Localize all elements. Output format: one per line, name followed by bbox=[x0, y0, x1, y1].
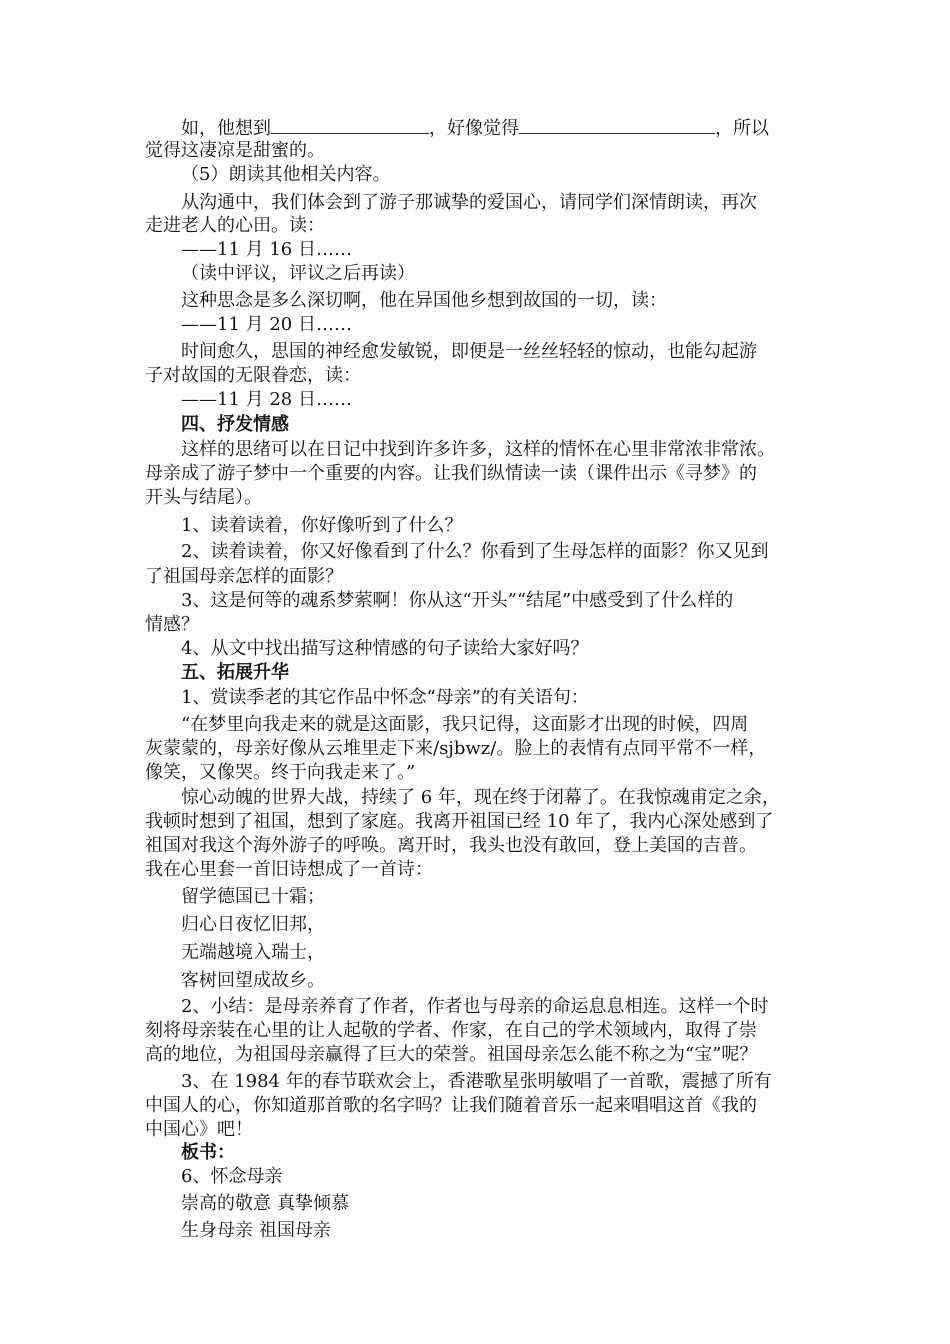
paragraph-line: 中国心》吧！ bbox=[145, 1119, 253, 1140]
text-segment: ，所以 bbox=[715, 118, 769, 139]
paragraph-line: 2、小结：是母亲养育了作者，作者也与母亲的命运息息相连。这样一个时 bbox=[181, 996, 769, 1017]
paragraph-line: 从沟通中，我们体会到了游子那诚挚的爱国心，请同学们深情朗读，再次 bbox=[181, 192, 757, 213]
paragraph-line: 2、读着读着，你又好像看到了什么？你看到了生母怎样的面影？你又见到 bbox=[181, 541, 769, 562]
poem-line: 留学德国已十霜； bbox=[181, 886, 325, 907]
paragraph-line: ——11 月 20 日…… bbox=[181, 314, 352, 335]
blackboard-item: 祖国母亲 bbox=[259, 1220, 331, 1241]
blackboard-heading: 板书： bbox=[181, 1142, 235, 1163]
paragraph-line: 刻将母亲装在心里的让人起敬的学者、作家，在自己的学术领域内，取得了崇 bbox=[145, 1020, 757, 1041]
poem-line: 无端越境入瑞士， bbox=[181, 942, 325, 963]
blackboard-row bbox=[181, 1220, 331, 1242]
blackboard-item: 真挚倾慕 bbox=[277, 1193, 349, 1214]
paragraph-line: 中国人的心，你知道那首歌的名字吗？让我们随着音乐一起来唱唱这首《我的 bbox=[145, 1095, 757, 1116]
paragraph-line: （读中评议，评议之后再读） bbox=[181, 263, 415, 284]
paragraph-line: 4、从文中找出描写这种情感的句子读给大家好吗？ bbox=[181, 638, 589, 659]
paragraph-line: 觉得这凄凉是甜蜜的。 bbox=[145, 140, 325, 161]
answer-blank-1[interactable] bbox=[271, 117, 429, 134]
section-heading-5: 五、拓展升华 bbox=[181, 662, 289, 683]
paragraph-line: 走进老人的心田。读： bbox=[145, 215, 325, 236]
paragraph-line: ——11 月 16 日…… bbox=[181, 239, 352, 260]
paragraph-line: 祖国对我这个海外游子的呼唤。离开时，我头也没有敢回，登上美国的吉普。 bbox=[145, 835, 757, 856]
quote-line: 灰蒙蒙的，母亲好像从云堆里走下来/sjbwz/。脸上的表情有点同平常不一样， bbox=[145, 738, 767, 759]
paragraph-line: 我顿时想到了祖国，想到了家庭。我离开祖国已经 10 年了，我内心深处感到了 bbox=[145, 811, 774, 832]
text-segment: ，好像觉得 bbox=[429, 118, 519, 139]
paragraph-line: （5）朗读其他相关内容。 bbox=[181, 164, 391, 185]
paragraph-line: 我在心里套一首旧诗想成了一首诗： bbox=[145, 859, 433, 880]
quote-line: 像笑，又像哭。终于向我走来了。” bbox=[145, 762, 416, 783]
paragraph-line: 情感？ bbox=[145, 614, 199, 635]
section-heading-4: 四、抒发情感 bbox=[181, 414, 289, 435]
poem-line: 客树回望成故乡。 bbox=[181, 970, 325, 991]
paragraph-line: 了祖国母亲怎样的面影？ bbox=[145, 566, 343, 587]
answer-blank-2[interactable] bbox=[519, 117, 715, 134]
poem-line: 归心日夜忆旧邦， bbox=[181, 914, 325, 935]
blackboard-item: 崇高的敬意 bbox=[181, 1193, 271, 1214]
paragraph-line: 时间愈久，思国的神经愈发敏锐，即便是一丝丝轻轻的惊动，也能勾起游 bbox=[181, 341, 757, 362]
paragraph-line: 子对故国的无限眷恋，读： bbox=[145, 365, 361, 386]
paragraph-line: 母亲成了游子梦中一个重要的内容。让我们纵情读一读（课件出示《寻梦》的 bbox=[145, 463, 757, 484]
paragraph-line: 开头与结尾）。 bbox=[145, 487, 262, 508]
paragraph-line: 1、赏读季老的其它作品中怀念“母亲”的有关语句： bbox=[181, 687, 589, 708]
paragraph-line: 这种思念是多么深切啊，他在异国他乡想到故国的一切，读： bbox=[181, 290, 667, 311]
blackboard-title: 6、怀念母亲 bbox=[181, 1166, 283, 1187]
quote-line: “在梦里向我走来的就是这面影，我只记得，这面影才出现的时候，四周 bbox=[181, 714, 749, 735]
text-segment: 如，他想到 bbox=[181, 118, 271, 139]
paragraph-line: 这样的思绪可以在日记中找到许多许多，这样的情怀在心里非常浓非常浓。 bbox=[181, 439, 775, 460]
blackboard-row bbox=[181, 1193, 349, 1215]
paragraph-line: 1、读着读着，你好像听到了什么？ bbox=[181, 515, 463, 536]
paragraph-line: 3、这是何等的魂系梦萦啊！你从这“开头”“结尾”中感受到了什么样的 bbox=[181, 590, 734, 611]
paragraph-line: 惊心动魄的世界大战，持续了 6 年，现在终于闭幕了。在我惊魂甫定之余， bbox=[181, 787, 780, 808]
paragraph-line: 3、在 1984 年的春节联欢会上，香港歌星张明敏唱了一首歌，震撼了所有 bbox=[181, 1071, 772, 1092]
paragraph-line: ——11 月 28 日…… bbox=[181, 389, 352, 410]
fill-in-sentence bbox=[181, 117, 769, 140]
paragraph-line: 高的地位，为祖国母亲赢得了巨大的荣誉。祖国母亲怎么能不称之为“宝”呢？ bbox=[145, 1044, 758, 1065]
blackboard-item: 生身母亲 bbox=[181, 1220, 253, 1241]
